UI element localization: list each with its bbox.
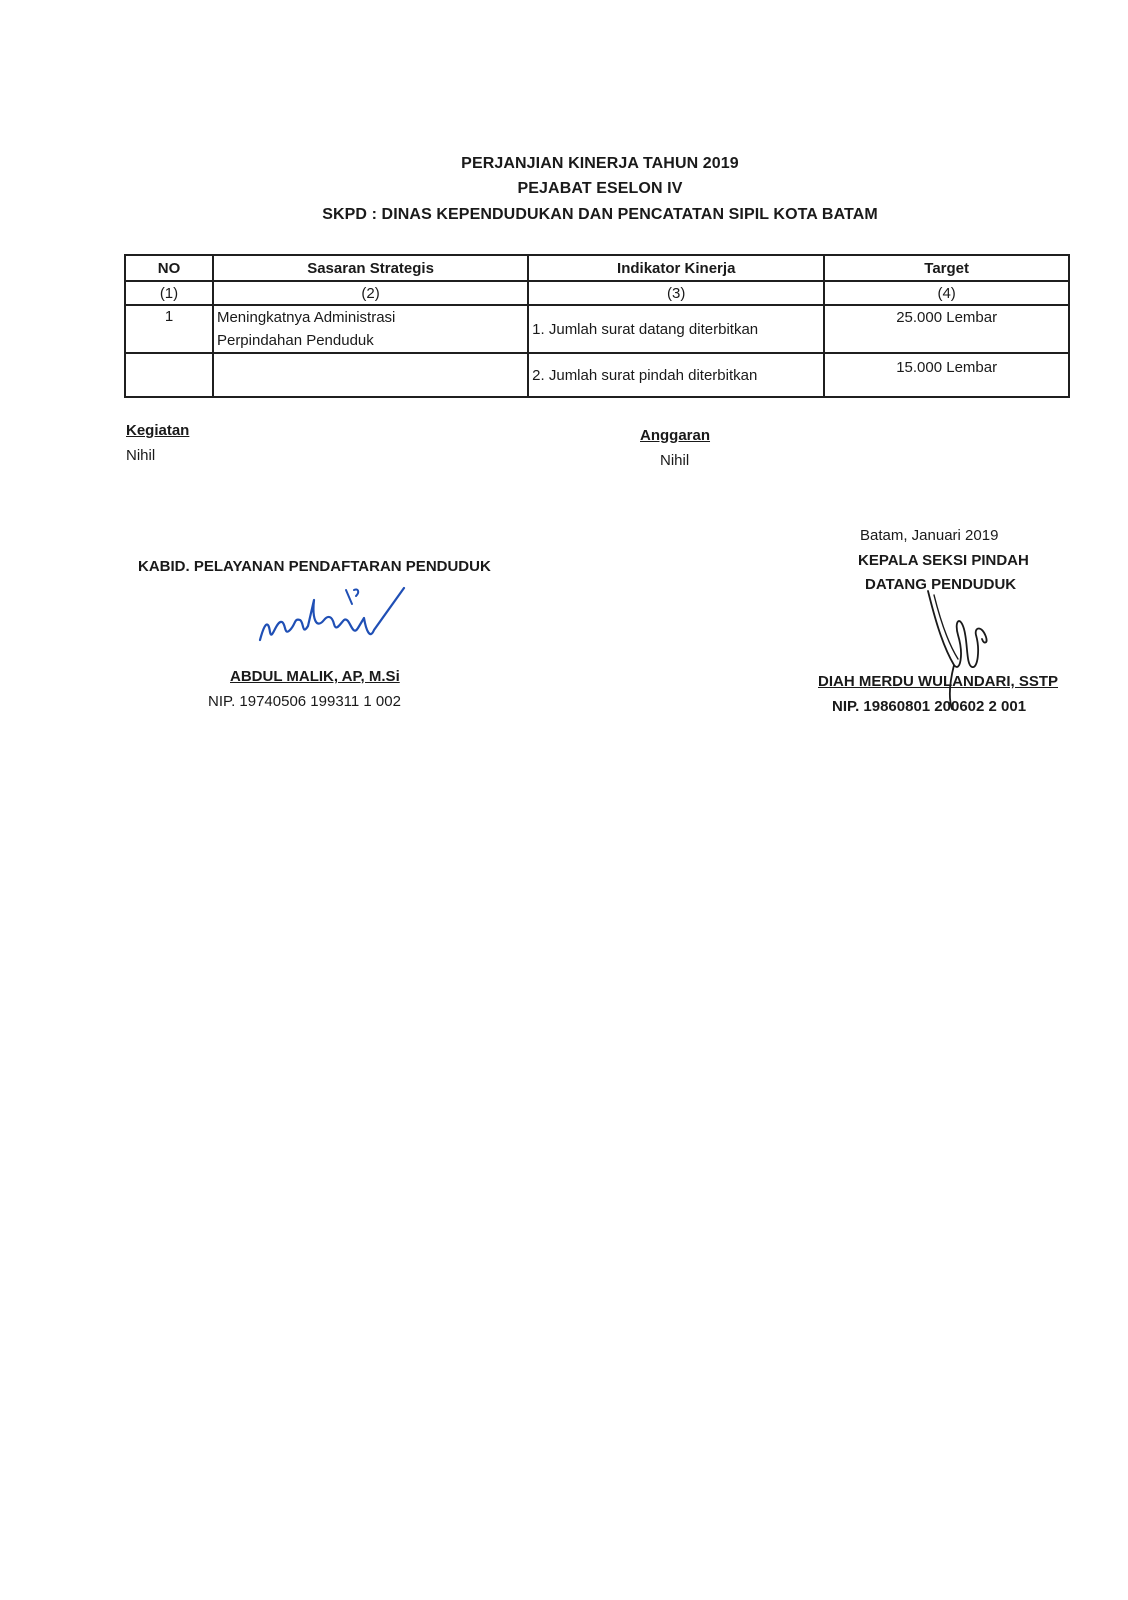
row-indikator: 1. Jumlah surat datang diterbitkan [528, 305, 824, 353]
document-title: PERJANJIAN KINERJA TAHUN 2019 [461, 155, 739, 172]
row-indikator: 2. Jumlah surat pindah diterbitkan [528, 353, 824, 397]
header-sasaran: Sasaran Strategis [213, 255, 528, 281]
table-row [125, 353, 1069, 397]
left-signatory-nip: NIP. 19740506 199311 1 002 [208, 693, 401, 710]
right-signatory-nip: NIP. 19860801 200602 2 001 [832, 698, 1027, 715]
numbering-cell: (2) [213, 281, 528, 305]
row-no: 1 [125, 305, 213, 353]
row-target: 25.000 Lembar [824, 305, 1069, 353]
header-target: Target [824, 255, 1069, 281]
row-no [125, 353, 213, 397]
header-indikator: Indikator Kinerja [528, 255, 824, 281]
table-numbering-row [125, 281, 1069, 305]
right-signatory-name: DIAH MERDU WULANDARI, SSTP [818, 673, 1058, 690]
right-signatory-position-1: KEPALA SEKSI PINDAH [858, 552, 1029, 569]
numbering-cell: (4) [824, 281, 1069, 305]
kegiatan-label: Kegiatan [126, 422, 190, 439]
document-subtitle: PEJABAT ESELON IV [517, 180, 683, 197]
kegiatan-value: Nihil [126, 447, 156, 464]
anggaran-value: Nihil [660, 452, 690, 469]
row-sasaran [213, 353, 528, 397]
place-date: Batam, Januari 2019 [860, 527, 999, 544]
signature-left-icon [254, 580, 424, 660]
row-target: 15.000 Lembar [824, 353, 1069, 397]
row-sasaran [213, 305, 528, 353]
sasaran-line: Meningkatnya Administrasi [216, 309, 396, 326]
signature-right-icon [920, 585, 1010, 715]
left-signatory-position: KABID. PELAYANAN PENDAFTARAN PENDUDUK [138, 558, 491, 575]
header-no: NO [125, 255, 213, 281]
sasaran-line: Perpindahan Penduduk [216, 332, 374, 349]
anggaran-label: Anggaran [640, 427, 711, 444]
document-skpd: SKPD : DINAS KEPENDUDUKAN DAN PENCATATAN SIPIL KOTA BATAM [322, 206, 878, 223]
table-header-row [125, 255, 1069, 281]
numbering-cell: (1) [125, 281, 213, 305]
numbering-cell: (3) [528, 281, 824, 305]
right-signatory-position-2: DATANG PENDUDUK [865, 576, 1017, 593]
performance-table [124, 254, 1070, 398]
table-row [125, 305, 1069, 353]
left-signatory-name: ABDUL MALIK, AP, M.Si [230, 668, 400, 685]
